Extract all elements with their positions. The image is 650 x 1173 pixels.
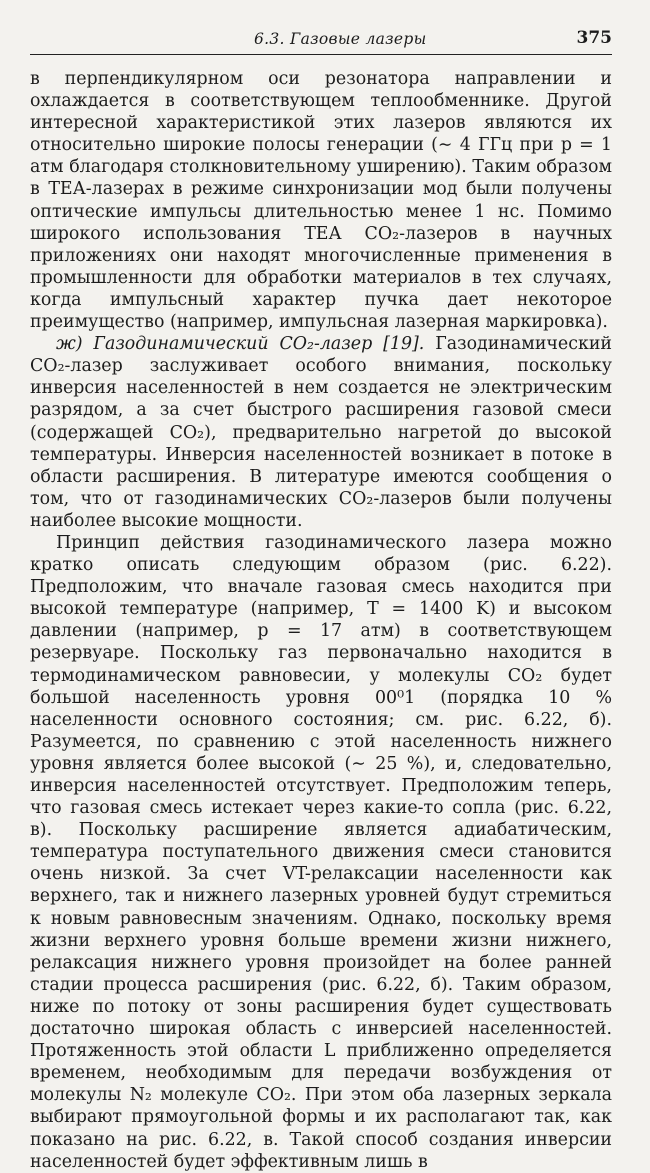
paragraph-2-text: Газодинамический CO₂-лазер заслуживает особого внимания, поскольку инверсия населенностей в нем создается не электрическим разрядом, а за счет быстрого расширения газовой смеси (содержащей CO₂), предварительно нагретой до высокой температуры. Инверсия населенностей возникает в потоке в области расширения. В литературе имеются сообщения о том, что от газодинамических CO₂-лазеров были получены наиболее высокие мощности. — [30, 334, 613, 531]
paragraph-1-text: в перпендикулярном оси резонатора направлении и охлаждается в соответствующем теплообменнике. Другой интересной характеристикой этих лазеров являются их относительно широкие полосы генерации (∼ 4 ГГц при p = 1 атм благодаря столкновительному уширению). Таким образом в ТЕА-лазерах в режиме синхронизации мод были получены оптические импульсы длительностью менее 1 нс. Помимо широкого использования ТЕА CO₂-лазеров в научных приложениях они находят многочисленные применения в промышленности для обработки материалов в тех случаях, когда импульсный характер пучка дает некоторое преимущество (например, импульсная лазерная маркировка). — [30, 69, 612, 333]
body-text — [30, 68, 612, 1173]
page-header — [30, 24, 612, 58]
section-heading: ж) Газодинамический CO₂-лазер [19]. — [56, 334, 425, 355]
paragraph-2 — [30, 333, 612, 532]
paragraph-1 — [30, 68, 612, 333]
header-rule — [30, 54, 612, 55]
running-title: 6.3. Газовые лазеры — [254, 30, 427, 48]
page-number: 375 — [576, 28, 612, 48]
paragraph-3 — [30, 532, 612, 1173]
paragraph-3-text: Принцип действия газодинамического лазера можно кратко описать следующим образом (рис. 6.22). Предположим, что вначале газовая смесь находится при высокой температуре (например, T = 1400 K) и высоком давлении (например, p = 17 атм) в соответствующем резервуаре. Поскольку газ первоначально находится в термодинамическом равновесии, у молекулы CO₂ будет большой населенность уровня 00⁰1 (порядка 10 % населенности основного состояния; см. рис. 6.22, б). Разумеется, по сравнению с этой населенность нижнего уровня является более высокой (∼ 25 %), и, следовательно, инверсия населенностей отсутствует. Предположим теперь, что газовая смесь истекает через какие-то сопла (рис. 6.22, в). Поскольку расширение является адиабатическим, температура поступательного движения смеси становится очень низкой. За счет VT-релаксации населенности как верхнего, так и нижнего лазерных уровней будут стремиться к новым равновесным значениям. Однако, поскольку время жизни верхнего уровня больше времени жизни нижнего, релаксация нижнего уровня произойдет на более ранней стадии процесса расширения (рис. 6.22, б). Таким образом, ниже по потоку от зоны расширения будет существовать достаточно широкая область с инверсией населенностей. Протяженность этой области L приближенно определяется временем, необходимым для передачи возбуждения от молекулы N₂ молекуле CO₂. При этом оба лазерных зеркала выбирают прямоугольной формы и их располагают так, как показано на рис. 6.22, в. Такой способ создания инверсии населенностей будет эффективным лишь в — [30, 532, 612, 1172]
